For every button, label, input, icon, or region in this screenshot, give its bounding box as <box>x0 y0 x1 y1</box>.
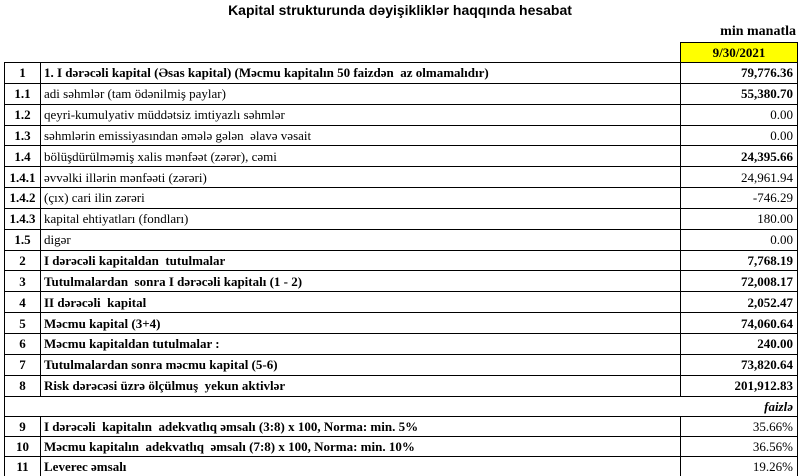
row-label: I dərəcəli kapitaldan tutulmalar <box>41 250 681 271</box>
row-value: 36.56% <box>681 436 798 456</box>
row-value: 240.00 <box>681 333 798 354</box>
row-label: II dərəcəli kapital <box>41 292 681 313</box>
row-number: 1.4 <box>5 146 41 167</box>
row-number: 8 <box>5 375 41 396</box>
unit-label: min manatla <box>720 24 796 39</box>
row-value: 180.00 <box>681 208 798 229</box>
row-value: 79,776.36 <box>681 63 798 84</box>
table-row <box>5 456 798 476</box>
row-value: 201,912.83 <box>681 375 798 396</box>
row-value: 0.00 <box>681 104 798 125</box>
row-number: 7 <box>5 354 41 375</box>
row-label: əvvəlki illərin mənfəəti (zərəri) <box>41 167 681 188</box>
row-value: 0.00 <box>681 125 798 146</box>
capital-structure-table <box>4 42 798 476</box>
row-label: bölüşdürülməmiş xalis mənfəət (zərər), cəmi <box>41 146 681 167</box>
row-value: 0.00 <box>681 229 798 250</box>
page-title: Kapital strukturunda dəyişikliklər haqqında hesabat <box>228 2 572 18</box>
table-row <box>5 104 798 125</box>
row-number: 1.2 <box>5 104 41 125</box>
row-label: (çıx) cari ilin zərəri <box>41 188 681 209</box>
row-value: 24,961.94 <box>681 167 798 188</box>
row-label: 1. I dərəcəli kapital (Əsas kapital) (Məcmu kapitalın 50 faizdən az olmamalıdır) <box>41 63 681 84</box>
table-row <box>5 271 798 292</box>
row-value: 73,820.64 <box>681 354 798 375</box>
table-row <box>5 354 798 375</box>
row-label: Tutulmalardan sonra I dərəcəli kapitalı (1 - 2) <box>41 271 681 292</box>
report-date-cell: 9/30/2021 <box>681 43 798 63</box>
row-value: 74,060.64 <box>681 313 798 334</box>
row-number: 5 <box>5 313 41 334</box>
row-number: 1.3 <box>5 125 41 146</box>
table-row <box>5 292 798 313</box>
table-row <box>5 333 798 354</box>
table-row <box>5 83 798 104</box>
row-value: 7,768.19 <box>681 250 798 271</box>
empty-cell <box>5 43 41 63</box>
row-label: səhmlərin emissiyasından əmələ gələn əlavə vəsait <box>41 125 681 146</box>
table-row <box>5 63 798 84</box>
table-row <box>5 250 798 271</box>
date-header-row <box>5 43 798 63</box>
row-number: 6 <box>5 333 41 354</box>
row-label: qeyri-kumulyativ müddətsiz imtiyazlı səhmlər <box>41 104 681 125</box>
row-number: 1 <box>5 63 41 84</box>
row-label: adi səhmlər (tam ödənilmiş paylar) <box>41 83 681 104</box>
row-number: 1.4.2 <box>5 188 41 209</box>
row-value: 72,008.17 <box>681 271 798 292</box>
row-label: Leverec əmsalı <box>41 456 681 476</box>
row-value: -746.29 <box>681 188 798 209</box>
percent-section-header-row <box>5 396 798 416</box>
row-value: 24,395.66 <box>681 146 798 167</box>
row-label: Məcmu kapitalın adekvatlıq əmsalı (7:8) x 100, Norma: min. 10% <box>41 436 681 456</box>
table-row <box>5 229 798 250</box>
row-label: digər <box>41 229 681 250</box>
row-number: 1.1 <box>5 83 41 104</box>
row-value: 19.26% <box>681 456 798 476</box>
row-value: 55,380.70 <box>681 83 798 104</box>
percent-unit-label: faizlə <box>5 396 798 416</box>
row-label: Tutulmalardan sonra məcmu kapital (5-6) <box>41 354 681 375</box>
table-row <box>5 125 798 146</box>
empty-cell <box>41 43 681 63</box>
row-number: 11 <box>5 456 41 476</box>
table-row <box>5 208 798 229</box>
row-number: 2 <box>5 250 41 271</box>
row-number: 9 <box>5 416 41 436</box>
table-row <box>5 188 798 209</box>
table-row <box>5 313 798 334</box>
row-label: Risk dərəcəsi üzrə ölçülmuş yekun aktivlər <box>41 375 681 396</box>
row-number: 1.4.1 <box>5 167 41 188</box>
row-label: Məcmu kapitaldan tutulmalar : <box>41 333 681 354</box>
row-number: 1.4.3 <box>5 208 41 229</box>
row-label: I dərəcəli kapitalın adekvatlıq əmsalı (3:8) x 100, Norma: min. 5% <box>41 416 681 436</box>
table-row <box>5 167 798 188</box>
table-row <box>5 146 798 167</box>
row-number: 10 <box>5 436 41 456</box>
row-value: 2,052.47 <box>681 292 798 313</box>
row-value: 35.66% <box>681 416 798 436</box>
row-label: Məcmu kapital (3+4) <box>41 313 681 334</box>
row-number: 1.5 <box>5 229 41 250</box>
row-number: 4 <box>5 292 41 313</box>
table-row <box>5 436 798 456</box>
table-row <box>5 375 798 396</box>
row-label: kapital ehtiyatları (fondları) <box>41 208 681 229</box>
table-row <box>5 416 798 436</box>
row-number: 3 <box>5 271 41 292</box>
